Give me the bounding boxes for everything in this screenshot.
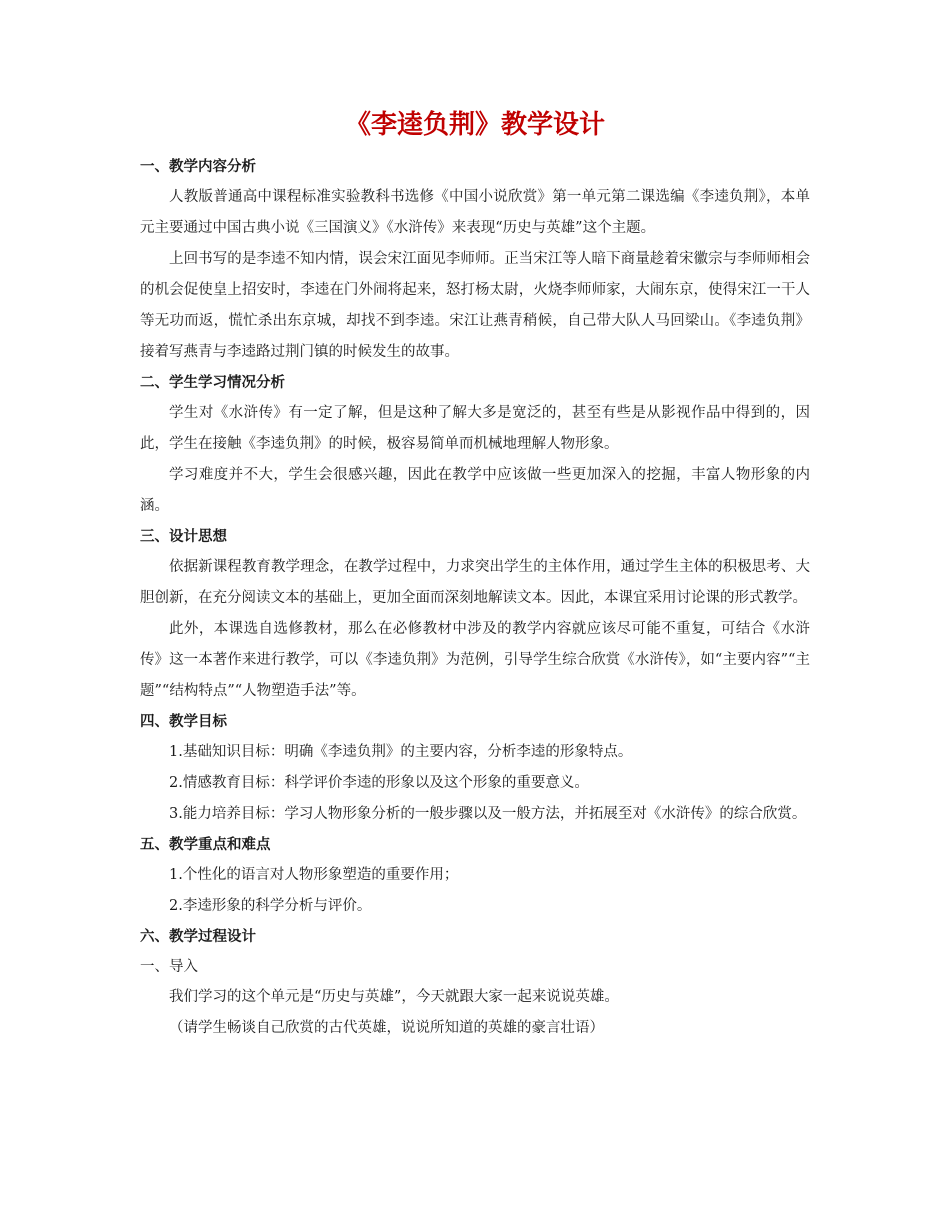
list-item: 2.情感教育目标：科学评价李逵的形象以及这个形象的重要意义。 <box>169 775 589 791</box>
paragraph: 上回书写的是李逵不知内情，误会宋江面见李师师。正当宋江等人暗下商量趁着宋徽宗与李师师相会的机会促使皇上招安时，李逵在门外闹将起来，怒打杨太尉，火烧李师师家，大闹东京，使得宋江一干人等无功而返，慌忙杀出东京城，却找不到李逵。宋江让燕青稍候，自己带大队人马回梁山。《李逵负荆》接着写燕青与李逵路过荆门镇的时候发生的故事。 <box>140 251 810 360</box>
section-heading-6: 六、教学过程设计 <box>140 929 256 945</box>
section-heading-1: 一、教学内容分析 <box>140 159 256 175</box>
paragraph: 此外，本课选自选修教材，那么在必修教材中涉及的教学内容就应该尽可能不重复，可结合《水浒传》这一本著作来进行教学，可以《李逵负荆》为范例，引导学生综合欣赏《水浒传》，如“主要内容”“主题”“结构特点”“人物塑造手法”等。 <box>140 621 810 699</box>
paragraph: 依据新课程教育教学理念，在教学过程中，力求突出学生的主体作用，通过学生主体的积极思考、大胆创新，在充分阅读文本的基础上，更加全面而深刻地解读文本。因此，本课宜采用讨论课的形式教学。 <box>140 559 810 606</box>
paragraph: 学生对《水浒传》有一定了解，但是这种了解大多是宽泛的，甚至有些是从影视作品中得到的，因此，学生在接触《李逵负荆》的时候，极容易简单而机械地理解人物形象。 <box>140 405 810 452</box>
list-item: 2.李逵形象的科学分析与评价。 <box>169 898 372 914</box>
list-item: 3.能力培养目标：学习人物形象分析的一般步骤以及一般方法，并拓展至对《水浒传》的综合欣赏。 <box>169 806 807 822</box>
paragraph: 学习难度并不大，学生会很感兴趣，因此在教学中应该做一些更加深入的挖掘，丰富人物形象的内涵。 <box>140 467 810 514</box>
subsection-heading: 一、导入 <box>140 959 198 975</box>
paragraph: （请学生畅谈自己欣赏的古代英雄，说说所知道的英雄的豪言壮语） <box>169 1020 604 1036</box>
section-heading-4: 四、教学目标 <box>140 714 227 730</box>
section-heading-3: 三、设计思想 <box>140 529 227 545</box>
section-heading-5: 五、教学重点和难点 <box>140 837 271 853</box>
list-item: 1.个性化的语言对人物形象塑造的重要作用； <box>169 867 459 883</box>
paragraph: 我们学习的这个单元是“历史与英雄”，今天就跟大家一起来说说英雄。 <box>169 989 619 1005</box>
document-title: 《李逵负荆》教学设计 <box>344 110 605 140</box>
section-heading-2: 二、学生学习情况分析 <box>140 375 285 391</box>
list-item: 1.基础知识目标：明确《李逵负荆》的主要内容，分析李逵的形象特点。 <box>169 744 633 760</box>
paragraph: 人教版普通高中课程标准实验教科书选修《中国小说欣赏》第一单元第二课选编《李逵负荆》，本单元主要通过中国古典小说《三国演义》《水浒传》来表现“历史与英雄”这个主题。 <box>140 189 810 236</box>
